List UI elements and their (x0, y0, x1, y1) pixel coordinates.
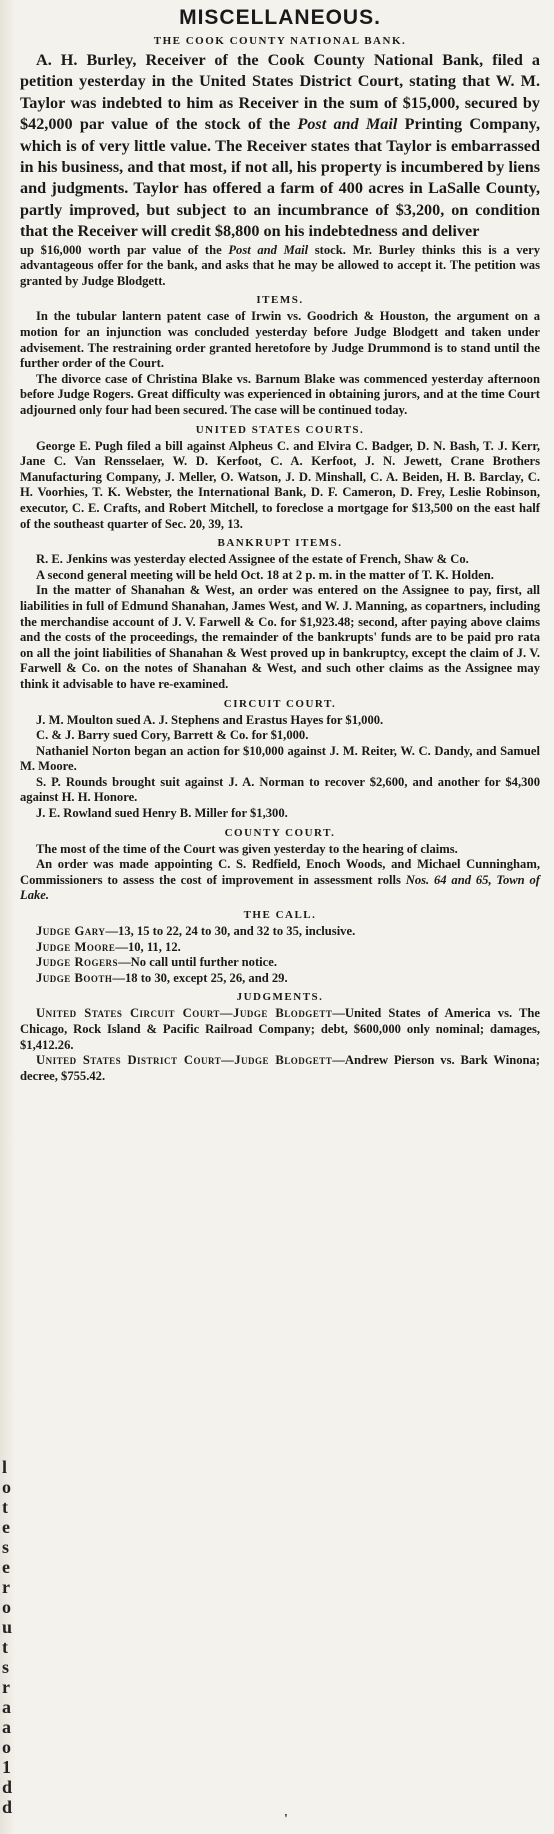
edge-char: u (2, 1617, 13, 1637)
bankrupt-paragraph-2: A second general meeting will be held Oct. 18 at 2 p. m. in the matter of T. K. Holden. (36, 567, 494, 582)
bankrupt-subhead: BANKRUPT ITEMS. (217, 537, 343, 550)
call-subhead: THE CALL. (243, 909, 317, 922)
edge-char: o (2, 1597, 11, 1617)
edge-char: s (2, 1657, 10, 1677)
call-booth-text: —18 to 30, except 25, 26, and 29. (112, 970, 288, 985)
news-column (20, 4, 540, 1084)
circuit-paragraph-5: J. E. Rowland sued Henry B. Miller for $1,300. (36, 806, 288, 821)
section-headline: MISCELLANEOUS. (179, 6, 381, 29)
items-subhead: ITEMS. (256, 294, 304, 307)
edge-char: s (2, 1537, 10, 1557)
judgment-court-2: United States District Court—Judge Blodgett (36, 1053, 333, 1068)
edge-char: l (2, 1457, 8, 1477)
burley-small-italic: Post and Mail (228, 242, 309, 257)
bankrupt-paragraph-3: In the matter of Shanahan & West, an order was entered on the Assignee to pay, first, all liabilities in full of Edmund Shanahan, James West, and W. J. Manning, as copartners, including the merchandise account of J. V. Farwell & Co. for $1,923.48; second, after paying above claims and the costs of the proceedings, the remainder of the bankrupts' funds are to be paid pro rata on all the joint liabilities of Shanahan & West proved up in bankruptcy, except the claim of J. V. Farwell & Co. on the notes of Shanahan & West, and such other claims as the Assignee may think it advisable to have re-examined. (20, 583, 540, 691)
call-judge-rogers: Judge Rogers (36, 955, 119, 970)
burley-text-a: A. H. Burley, Receiver of the Cook County National Bank, filed a petition yesterday in the United States District Court, stating that W. M. Taylor was indebted to him as Receiver in the sum of $15,000, secured by $42,000 par value of the stock of the (20, 51, 540, 134)
edge-char: d (2, 1797, 13, 1817)
judgments-subhead: JUDGMENTS. (236, 991, 324, 1004)
county-text-italic: Nos. 64 and 65, Town of Lake. (20, 872, 540, 903)
burley-text-italic: Post and Mail (297, 115, 398, 134)
circuit-paragraph-3: Nathaniel Norton began an action for $10,000 against J. M. Reiter, W. C. Dandy, and Samuel M. Moore. (20, 743, 540, 774)
burley-text-b: Printing Company, which is of very little value. The Receiver states that Taylor is embarrassed in his business, and that most, if not all, his property is incumbered by liens and judgments. Taylor has offered a farm of 400 acres in LaSalle County, partly improved, but subject to an incumbrance of $3,200, on condition that the Receiver will credit $8,800 on his indebtedness and deliver (20, 115, 540, 241)
county-paragraph-2 (20, 857, 540, 904)
burley-small-b: stock. Mr. Burley thinks this is a very advantageous offer for the bank, and asks that he may be allowed to accept it. The petition was granted by Judge Blodgett. (20, 242, 541, 288)
edge-char: d (2, 1777, 13, 1797)
edge-char: e (2, 1517, 10, 1537)
county-text-a: An order was made appointing C. S. Redfield, Enoch Woods, and Michael Cunningham, Commissioners to assess the cost of improvement in assessment rolls (20, 857, 540, 887)
call-judge-moore: Judge Moore (36, 939, 116, 954)
us-courts-subhead: UNITED STATES COURTS. (195, 423, 365, 436)
call-rogers-text: —No call until further notice. (118, 955, 277, 970)
judgment-text-1: —United States of America vs. The Chicago, Rock Island & Pacific Railroad Company; debt, $600,000 only nominal; damages, $1,412.26. (20, 1006, 540, 1052)
judgments-paragraph-2 (20, 1053, 540, 1084)
edge-char: 1 (2, 1757, 11, 1777)
us-courts-paragraph: George E. Pugh filed a bill against Alpheus C. and Elvira C. Badger, D. N. Bash, T. J. Kerr, Jane C. Van Rensselaer, W. D. Kerfoot, C. A. Kerfoot, J. N. Jewett, Crane Brothers Manufacturing Company, J. Meller, O. Watson, J. D. Minshall, C. A. Beiden, H. B. Barclay, C. H. Voorhies, T. K. Webster, the International Bank, D. F. Cameron, D. Frey, Leslie Robinson, executor, C. E. Crafts, and Robert Mitchell, to foreclose a mortgage for $13,500 on the east half of the southeast quarter of Sec. 20, 39, 13. (20, 438, 540, 531)
call-line-rogers (20, 955, 540, 971)
county-paragraph-1: The most of the time of the Court was given yesterday to the hearing of claims. (36, 841, 458, 856)
judgments-paragraph-1 (20, 1006, 540, 1053)
judgment-court-1: United States Circuit Court—Judge Blodgett (36, 1006, 333, 1021)
edge-char: e (2, 1557, 10, 1577)
edge-char: t (2, 1637, 8, 1657)
call-moore-text: —10, 11, 12. (115, 939, 181, 954)
county-subhead: COUNTY COURT. (224, 826, 336, 839)
edge-char: a (2, 1697, 11, 1717)
edge-char: o (2, 1737, 11, 1757)
circuit-paragraph-1: J. M. Moulton sued A. J. Stephens and Erastus Hayes for $1,000. (36, 712, 384, 727)
circuit-paragraph-4: S. P. Rounds brought suit against J. A. Norman to recover $2,600, and another for $4,300 against H. H. Honore. (20, 774, 540, 805)
call-line-moore (20, 940, 540, 956)
burley-continuation (20, 243, 540, 290)
call-gary-text: —13, 15 to 22, 24 to 30, and 32 to 35, inclusive. (105, 924, 356, 939)
left-margin-strip (0, 0, 16, 1834)
call-line-booth (20, 971, 540, 987)
edge-char: t (2, 1497, 8, 1517)
items-paragraph-1: In the tubular lantern patent case of Irwin vs. Goodrich & Houston, the argument on a motion for an injunction was concluded yesterday before Judge Blodgett and taken under advisement. The restraining order granted heretofore by Judge Drummond is to stand until the further order of the Court. (20, 309, 540, 371)
burley-small-a: up $16,000 worth par value of the (20, 242, 229, 257)
circuit-subhead: CIRCUIT COURT. (223, 697, 337, 710)
edge-char: a (2, 1717, 11, 1737)
burley-paragraph (20, 50, 540, 243)
items-paragraph-2: The divorce case of Christina Blake vs. Barnum Blake was commenced yesterday afternoon before Judge Rogers. Great difficulty was experienced in obtaining jurors, and at the time Court adjourned only four had been secured. The case will be continued today. (20, 371, 540, 417)
burley-subhead: THE COOK COUNTY NATIONAL BANK. (153, 35, 407, 47)
edge-char: r (2, 1677, 10, 1697)
call-judge-booth: Judge Booth (36, 970, 113, 985)
call-line-gary (20, 924, 540, 940)
bottom-mark: ' (284, 1812, 288, 1827)
circuit-paragraph-2: C. & J. Barry sued Cory, Barrett & Co. for $1,000. (36, 728, 309, 743)
edge-char: r (2, 1577, 10, 1597)
judgment-text-2: —Andrew Pierson vs. Bark Winona; decree, $755.42. (20, 1053, 540, 1083)
call-judge-gary: Judge Gary (36, 924, 106, 939)
bankrupt-paragraph-1: R. E. Jenkins was yesterday elected Assignee of the estate of French, Shaw & Co. (36, 552, 469, 567)
edge-char: o (2, 1477, 11, 1497)
